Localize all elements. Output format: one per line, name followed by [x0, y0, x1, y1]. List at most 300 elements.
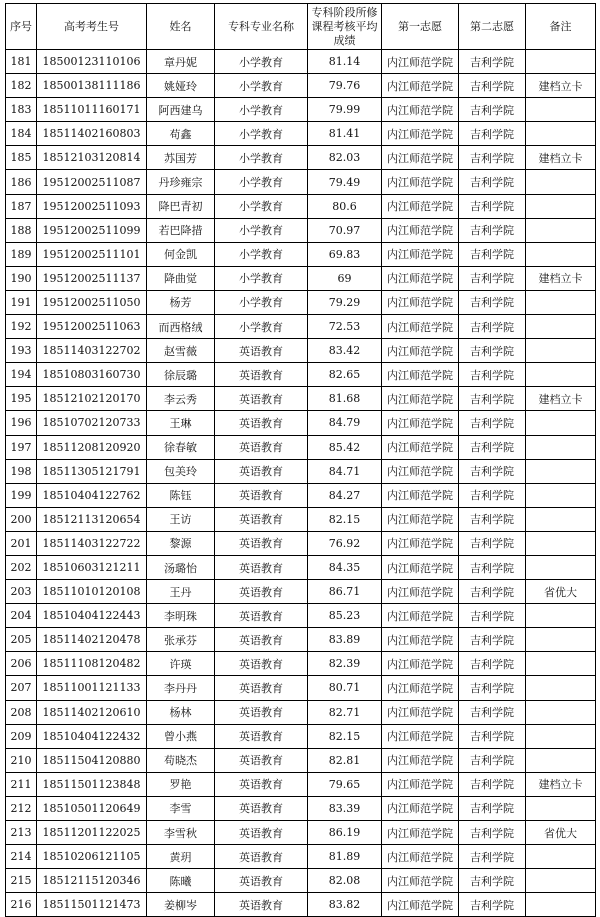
- cell-name: 降巴青初: [147, 194, 215, 218]
- cell-second-choice: 吉利学院: [459, 50, 526, 74]
- table-row: [6, 748, 596, 772]
- cell-second-choice: 吉利学院: [459, 387, 526, 411]
- cell-first-choice: 内江师范学院: [382, 459, 459, 483]
- cell-seq: 206: [6, 652, 37, 676]
- cell-first-choice: 内江师范学院: [382, 821, 459, 845]
- cell-major: 小学教育: [215, 266, 308, 290]
- cell-exam-no: 18511403122722: [37, 531, 147, 555]
- cell-second-choice: 吉利学院: [459, 772, 526, 796]
- cell-name: 赵雪薇: [147, 339, 215, 363]
- cell-major: 英语教育: [215, 363, 308, 387]
- cell-seq: 194: [6, 363, 37, 387]
- table-row: [6, 242, 596, 266]
- cell-first-choice: 内江师范学院: [382, 242, 459, 266]
- cell-second-choice: 吉利学院: [459, 604, 526, 628]
- table-row: [6, 555, 596, 579]
- cell-second-choice: 吉利学院: [459, 869, 526, 893]
- cell-exam-no: 18510404122432: [37, 724, 147, 748]
- cell-exam-no: 18510404122762: [37, 483, 147, 507]
- cell-major: 英语教育: [215, 724, 308, 748]
- table-row: [6, 507, 596, 531]
- cell-score: 84.79: [308, 411, 382, 435]
- cell-score: 81.14: [308, 50, 382, 74]
- table-row: [6, 50, 596, 74]
- header-first-choice: 第一志愿: [382, 4, 459, 50]
- cell-major: 英语教育: [215, 772, 308, 796]
- cell-first-choice: 内江师范学院: [382, 869, 459, 893]
- cell-remark: [526, 411, 596, 435]
- cell-remark: [526, 869, 596, 893]
- cell-seq: 209: [6, 724, 37, 748]
- table-row: [6, 339, 596, 363]
- cell-name: 姜柳岑: [147, 893, 215, 917]
- cell-exam-no: 18512113120654: [37, 507, 147, 531]
- cell-name: 罗艳: [147, 772, 215, 796]
- table-row: [6, 435, 596, 459]
- table-row: [6, 290, 596, 314]
- table-row: [6, 170, 596, 194]
- cell-remark: 建档立卡: [526, 74, 596, 98]
- cell-exam-no: 18511010120108: [37, 580, 147, 604]
- admission-list-table: [5, 3, 596, 917]
- cell-first-choice: 内江师范学院: [382, 555, 459, 579]
- cell-name: 李明珠: [147, 604, 215, 628]
- cell-first-choice: 内江师范学院: [382, 700, 459, 724]
- cell-seq: 185: [6, 146, 37, 170]
- cell-name: 李云秀: [147, 387, 215, 411]
- cell-first-choice: 内江师范学院: [382, 218, 459, 242]
- cell-remark: [526, 555, 596, 579]
- table-row: [6, 122, 596, 146]
- cell-score: 86.71: [308, 580, 382, 604]
- cell-first-choice: 内江师范学院: [382, 652, 459, 676]
- header-row: [6, 4, 596, 50]
- cell-name: 杨林: [147, 700, 215, 724]
- cell-remark: [526, 363, 596, 387]
- cell-seq: 210: [6, 748, 37, 772]
- cell-exam-no: 18510206121105: [37, 845, 147, 869]
- cell-first-choice: 内江师范学院: [382, 845, 459, 869]
- table-row: [6, 628, 596, 652]
- cell-name: 而西格绒: [147, 315, 215, 339]
- header-seq: 序号: [6, 4, 37, 50]
- cell-exam-no: 18511402120478: [37, 628, 147, 652]
- cell-major: 英语教育: [215, 821, 308, 845]
- cell-exam-no: 18511501123848: [37, 772, 147, 796]
- cell-second-choice: 吉利学院: [459, 796, 526, 820]
- cell-seq: 204: [6, 604, 37, 628]
- cell-major: 英语教育: [215, 483, 308, 507]
- cell-second-choice: 吉利学院: [459, 507, 526, 531]
- cell-remark: [526, 170, 596, 194]
- cell-second-choice: 吉利学院: [459, 290, 526, 314]
- cell-seq: 205: [6, 628, 37, 652]
- cell-score: 83.82: [308, 893, 382, 917]
- cell-seq: 215: [6, 869, 37, 893]
- cell-name: 杨芳: [147, 290, 215, 314]
- cell-first-choice: 内江师范学院: [382, 315, 459, 339]
- cell-exam-no: 18511208120920: [37, 435, 147, 459]
- cell-score: 80.6: [308, 194, 382, 218]
- cell-first-choice: 内江师范学院: [382, 531, 459, 555]
- cell-score: 82.81: [308, 748, 382, 772]
- cell-major: 小学教育: [215, 74, 308, 98]
- cell-score: 82.03: [308, 146, 382, 170]
- cell-first-choice: 内江师范学院: [382, 507, 459, 531]
- cell-name: 降曲觉: [147, 266, 215, 290]
- cell-major: 小学教育: [215, 170, 308, 194]
- cell-second-choice: 吉利学院: [459, 628, 526, 652]
- cell-second-choice: 吉利学院: [459, 170, 526, 194]
- cell-seq: 203: [6, 580, 37, 604]
- cell-major: 英语教育: [215, 845, 308, 869]
- table-row: [6, 74, 596, 98]
- table-row: [6, 821, 596, 845]
- cell-remark: [526, 531, 596, 555]
- cell-exam-no: 18511108120482: [37, 652, 147, 676]
- cell-score: 85.23: [308, 604, 382, 628]
- cell-score: 80.71: [308, 676, 382, 700]
- cell-exam-no: 18511402160803: [37, 122, 147, 146]
- cell-score: 84.35: [308, 555, 382, 579]
- cell-major: 英语教育: [215, 435, 308, 459]
- cell-seq: 213: [6, 821, 37, 845]
- cell-major: 小学教育: [215, 242, 308, 266]
- cell-remark: [526, 845, 596, 869]
- cell-second-choice: 吉利学院: [459, 580, 526, 604]
- cell-first-choice: 内江师范学院: [382, 676, 459, 700]
- cell-seq: 190: [6, 266, 37, 290]
- cell-major: 小学教育: [215, 218, 308, 242]
- cell-major: 小学教育: [215, 50, 308, 74]
- cell-major: 小学教育: [215, 146, 308, 170]
- cell-name: 包美玲: [147, 459, 215, 483]
- cell-score: 82.39: [308, 652, 382, 676]
- cell-remark: [526, 724, 596, 748]
- cell-exam-no: 18511504120880: [37, 748, 147, 772]
- cell-seq: 195: [6, 387, 37, 411]
- cell-score: 82.71: [308, 700, 382, 724]
- cell-exam-no: 19512002511099: [37, 218, 147, 242]
- table-row: [6, 893, 596, 917]
- cell-major: 英语教育: [215, 580, 308, 604]
- cell-major: 英语教育: [215, 748, 308, 772]
- cell-first-choice: 内江师范学院: [382, 170, 459, 194]
- cell-first-choice: 内江师范学院: [382, 580, 459, 604]
- cell-second-choice: 吉利学院: [459, 724, 526, 748]
- cell-first-choice: 内江师范学院: [382, 628, 459, 652]
- cell-score: 83.89: [308, 628, 382, 652]
- cell-name: 章丹妮: [147, 50, 215, 74]
- cell-remark: [526, 339, 596, 363]
- cell-major: 英语教育: [215, 387, 308, 411]
- cell-major: 英语教育: [215, 676, 308, 700]
- cell-score: 83.39: [308, 796, 382, 820]
- cell-exam-no: 18511403122702: [37, 339, 147, 363]
- cell-major: 小学教育: [215, 194, 308, 218]
- cell-seq: 201: [6, 531, 37, 555]
- cell-seq: 183: [6, 98, 37, 122]
- cell-exam-no: 18510501120649: [37, 796, 147, 820]
- cell-first-choice: 内江师范学院: [382, 122, 459, 146]
- cell-second-choice: 吉利学院: [459, 339, 526, 363]
- cell-score: 82.15: [308, 724, 382, 748]
- cell-exam-no: 18511305121791: [37, 459, 147, 483]
- cell-second-choice: 吉利学院: [459, 435, 526, 459]
- cell-name: 徐辰璐: [147, 363, 215, 387]
- cell-second-choice: 吉利学院: [459, 194, 526, 218]
- cell-remark: [526, 796, 596, 820]
- cell-seq: 198: [6, 459, 37, 483]
- cell-major: 英语教育: [215, 628, 308, 652]
- cell-remark: [526, 676, 596, 700]
- cell-score: 69: [308, 266, 382, 290]
- cell-second-choice: 吉利学院: [459, 459, 526, 483]
- cell-remark: 省优大: [526, 821, 596, 845]
- cell-remark: [526, 507, 596, 531]
- table-row: [6, 98, 596, 122]
- table-header: [6, 4, 596, 50]
- table-row: [6, 194, 596, 218]
- cell-major: 英语教育: [215, 604, 308, 628]
- header-exam-no: 高考考生号: [37, 4, 147, 50]
- cell-seq: 188: [6, 218, 37, 242]
- cell-score: 84.71: [308, 459, 382, 483]
- cell-score: 76.92: [308, 531, 382, 555]
- cell-exam-no: 19512002511063: [37, 315, 147, 339]
- cell-name: 何金凯: [147, 242, 215, 266]
- cell-major: 小学教育: [215, 290, 308, 314]
- cell-name: 王访: [147, 507, 215, 531]
- cell-exam-no: 18510702120733: [37, 411, 147, 435]
- table-body: [6, 50, 596, 917]
- header-name: 姓名: [147, 4, 215, 50]
- cell-first-choice: 内江师范学院: [382, 74, 459, 98]
- cell-name: 阿西建乌: [147, 98, 215, 122]
- cell-name: 张承芬: [147, 628, 215, 652]
- cell-name: 陈曦: [147, 869, 215, 893]
- header-remark: 备注: [526, 4, 596, 50]
- cell-first-choice: 内江师范学院: [382, 748, 459, 772]
- cell-major: 英语教育: [215, 531, 308, 555]
- cell-seq: 186: [6, 170, 37, 194]
- cell-score: 79.99: [308, 98, 382, 122]
- cell-second-choice: 吉利学院: [459, 74, 526, 98]
- cell-exam-no: 18511011160171: [37, 98, 147, 122]
- cell-major: 英语教育: [215, 411, 308, 435]
- cell-exam-no: 19512002511093: [37, 194, 147, 218]
- cell-first-choice: 内江师范学院: [382, 772, 459, 796]
- cell-second-choice: 吉利学院: [459, 845, 526, 869]
- cell-first-choice: 内江师范学院: [382, 724, 459, 748]
- table-row: [6, 459, 596, 483]
- cell-first-choice: 内江师范学院: [382, 604, 459, 628]
- cell-seq: 207: [6, 676, 37, 700]
- table-row: [6, 845, 596, 869]
- cell-first-choice: 内江师范学院: [382, 796, 459, 820]
- cell-major: 英语教育: [215, 652, 308, 676]
- cell-name: 李雪: [147, 796, 215, 820]
- table-row: [6, 387, 596, 411]
- cell-name: 黎源: [147, 531, 215, 555]
- cell-score: 82.15: [308, 507, 382, 531]
- cell-major: 英语教育: [215, 796, 308, 820]
- cell-score: 82.65: [308, 363, 382, 387]
- cell-score: 79.65: [308, 772, 382, 796]
- table-row: [6, 483, 596, 507]
- table-row: [6, 676, 596, 700]
- cell-exam-no: 19512002511137: [37, 266, 147, 290]
- cell-score: 72.53: [308, 315, 382, 339]
- cell-seq: 208: [6, 700, 37, 724]
- cell-name: 苟晓杰: [147, 748, 215, 772]
- cell-major: 小学教育: [215, 315, 308, 339]
- cell-score: 82.08: [308, 869, 382, 893]
- cell-score: 84.27: [308, 483, 382, 507]
- cell-seq: 202: [6, 555, 37, 579]
- cell-major: 英语教育: [215, 893, 308, 917]
- cell-seq: 216: [6, 893, 37, 917]
- cell-major: 英语教育: [215, 507, 308, 531]
- cell-major: 英语教育: [215, 555, 308, 579]
- cell-first-choice: 内江师范学院: [382, 893, 459, 917]
- cell-major: 小学教育: [215, 98, 308, 122]
- cell-second-choice: 吉利学院: [459, 218, 526, 242]
- cell-seq: 187: [6, 194, 37, 218]
- cell-second-choice: 吉利学院: [459, 411, 526, 435]
- cell-remark: [526, 459, 596, 483]
- cell-major: 英语教育: [215, 700, 308, 724]
- cell-first-choice: 内江师范学院: [382, 50, 459, 74]
- cell-remark: [526, 652, 596, 676]
- cell-second-choice: 吉利学院: [459, 821, 526, 845]
- cell-seq: 184: [6, 122, 37, 146]
- table-row: [6, 411, 596, 435]
- cell-remark: [526, 122, 596, 146]
- cell-remark: 建档立卡: [526, 146, 596, 170]
- cell-second-choice: 吉利学院: [459, 893, 526, 917]
- cell-second-choice: 吉利学院: [459, 266, 526, 290]
- cell-score: 79.29: [308, 290, 382, 314]
- cell-second-choice: 吉利学院: [459, 483, 526, 507]
- cell-name: 黄玥: [147, 845, 215, 869]
- cell-exam-no: 19512002511101: [37, 242, 147, 266]
- cell-second-choice: 吉利学院: [459, 363, 526, 387]
- table-row: [6, 652, 596, 676]
- cell-first-choice: 内江师范学院: [382, 411, 459, 435]
- cell-first-choice: 内江师范学院: [382, 339, 459, 363]
- cell-name: 汤璐怡: [147, 555, 215, 579]
- cell-score: 70.97: [308, 218, 382, 242]
- cell-seq: 199: [6, 483, 37, 507]
- cell-seq: 214: [6, 845, 37, 869]
- cell-score: 85.42: [308, 435, 382, 459]
- cell-name: 王丹: [147, 580, 215, 604]
- header-second-choice: 第二志愿: [459, 4, 526, 50]
- cell-second-choice: 吉利学院: [459, 315, 526, 339]
- table-row: [6, 218, 596, 242]
- cell-exam-no: 19512002511087: [37, 170, 147, 194]
- cell-exam-no: 19512002511050: [37, 290, 147, 314]
- table-row: [6, 700, 596, 724]
- cell-second-choice: 吉利学院: [459, 555, 526, 579]
- cell-major: 小学教育: [215, 122, 308, 146]
- table-row: [6, 869, 596, 893]
- cell-seq: 191: [6, 290, 37, 314]
- cell-name: 许瑛: [147, 652, 215, 676]
- cell-exam-no: 18500138111186: [37, 74, 147, 98]
- cell-seq: 189: [6, 242, 37, 266]
- table-row: [6, 146, 596, 170]
- cell-exam-no: 18510404122443: [37, 604, 147, 628]
- cell-second-choice: 吉利学院: [459, 531, 526, 555]
- table-row: [6, 772, 596, 796]
- cell-remark: [526, 50, 596, 74]
- cell-first-choice: 内江师范学院: [382, 266, 459, 290]
- cell-seq: 211: [6, 772, 37, 796]
- table-row: [6, 796, 596, 820]
- cell-remark: [526, 893, 596, 917]
- cell-second-choice: 吉利学院: [459, 146, 526, 170]
- cell-seq: 196: [6, 411, 37, 435]
- cell-name: 姚娅玲: [147, 74, 215, 98]
- header-major: 专科专业名称: [215, 4, 308, 50]
- cell-second-choice: 吉利学院: [459, 242, 526, 266]
- cell-name: 徐春敏: [147, 435, 215, 459]
- cell-name: 苏国芳: [147, 146, 215, 170]
- cell-remark: 省优大: [526, 580, 596, 604]
- cell-exam-no: 18510803160730: [37, 363, 147, 387]
- cell-second-choice: 吉利学院: [459, 98, 526, 122]
- cell-remark: [526, 290, 596, 314]
- cell-name: 若巴降措: [147, 218, 215, 242]
- cell-seq: 181: [6, 50, 37, 74]
- cell-exam-no: 18510603121211: [37, 555, 147, 579]
- table-row: [6, 363, 596, 387]
- cell-seq: 212: [6, 796, 37, 820]
- cell-major: 英语教育: [215, 869, 308, 893]
- cell-exam-no: 18511001121133: [37, 676, 147, 700]
- cell-name: 王琳: [147, 411, 215, 435]
- cell-name: 李丹丹: [147, 676, 215, 700]
- cell-remark: [526, 315, 596, 339]
- cell-first-choice: 内江师范学院: [382, 98, 459, 122]
- cell-seq: 200: [6, 507, 37, 531]
- cell-score: 79.76: [308, 74, 382, 98]
- cell-seq: 182: [6, 74, 37, 98]
- cell-remark: [526, 218, 596, 242]
- cell-exam-no: 18511501121473: [37, 893, 147, 917]
- cell-seq: 193: [6, 339, 37, 363]
- table-row: [6, 580, 596, 604]
- cell-score: 79.49: [308, 170, 382, 194]
- cell-name: 李雪秋: [147, 821, 215, 845]
- table-row: [6, 724, 596, 748]
- cell-score: 69.83: [308, 242, 382, 266]
- table-row: [6, 531, 596, 555]
- cell-score: 81.89: [308, 845, 382, 869]
- cell-score: 83.42: [308, 339, 382, 363]
- cell-first-choice: 内江师范学院: [382, 483, 459, 507]
- cell-remark: [526, 604, 596, 628]
- cell-name: 陈钰: [147, 483, 215, 507]
- cell-major: 英语教育: [215, 459, 308, 483]
- cell-first-choice: 内江师范学院: [382, 290, 459, 314]
- cell-remark: [526, 628, 596, 652]
- cell-remark: [526, 194, 596, 218]
- table-row: [6, 266, 596, 290]
- cell-seq: 192: [6, 315, 37, 339]
